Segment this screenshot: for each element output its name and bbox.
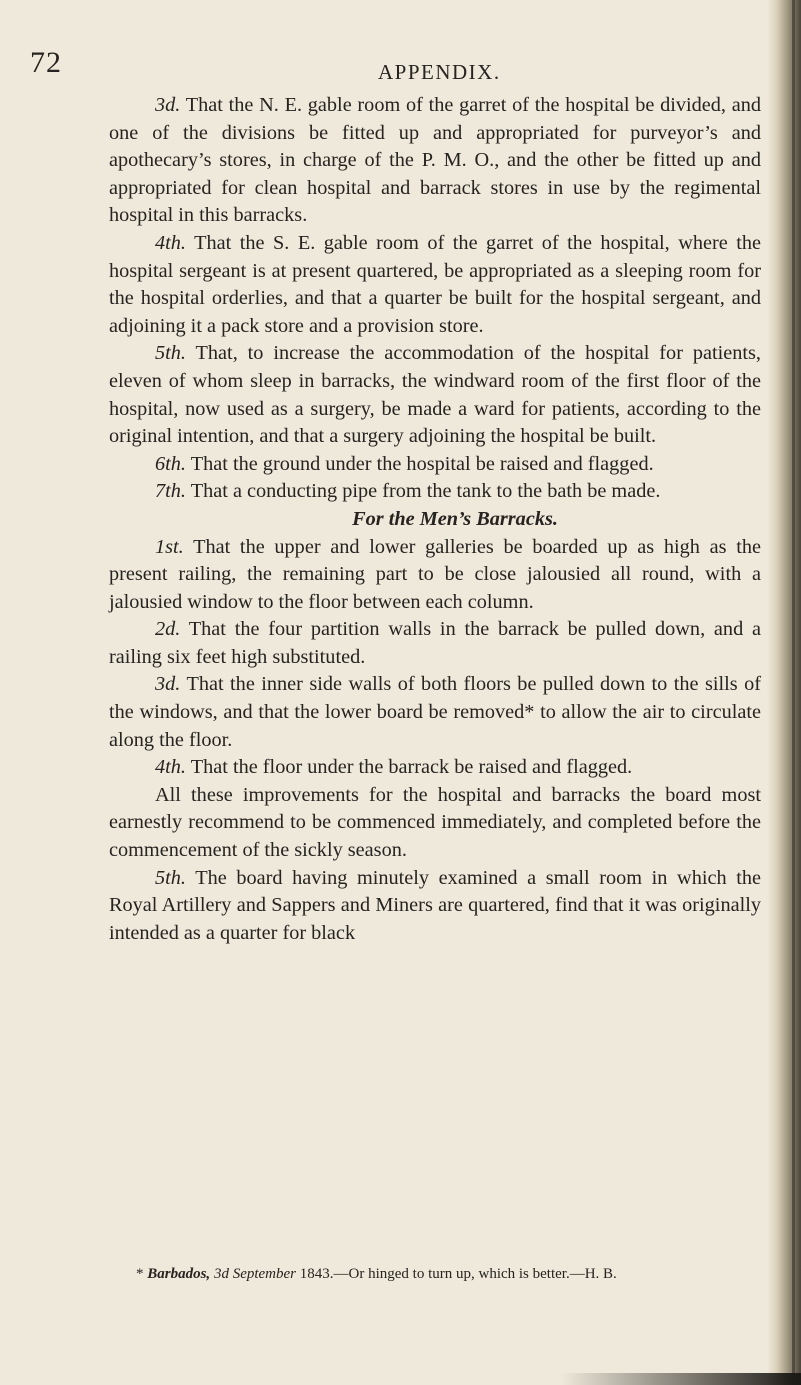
page-number: 72	[30, 46, 62, 79]
paragraph-hospital-7th: 7th. That a conducting pipe from the tank to the bath be made.	[155, 480, 661, 503]
footnote-date: 3d September	[213, 1266, 296, 1282]
text-body	[109, 92, 761, 947]
footnote-marker: *	[136, 1266, 144, 1282]
running-head: APPENDIX.	[378, 60, 501, 84]
paragraph-royal-artillery-5th: 5th. The board having minutely examined a small room in which the Royal Artillery and Sappers and Miners are quartered, find that it was originally intended as a quarter for black	[109, 866, 761, 944]
paragraph-barracks-4th: 4th. That the floor under the barrack be raised and flagged.	[155, 756, 633, 779]
section-heading: For the Men’s Barracks.	[352, 507, 558, 530]
paragraph-barracks-1st: 1st. That the upper and lower galleries be boarded up as high as the present railing, the remaining part to be close jalousied all round, with a jalousied window to the floor between each column.	[109, 535, 761, 613]
paragraph-hospital-3d: 3d. That the N. E. gable room of the garret of the hospital be divided, and one of the divisions be fitted up and appropriated for purveyor’s and apothecary’s stores, in charge of the P. M. O., and the other be fitted up and appropriated for clean hospital and barrack stores in use by the regimental hospital in this barracks.	[109, 94, 761, 227]
footnote-place: Barbados,	[147, 1266, 211, 1282]
footnote	[136, 1264, 776, 1284]
paragraph-hospital-6th: 6th. That the ground under the hospital be raised and flagged.	[155, 452, 654, 475]
page-header	[30, 46, 590, 88]
footnote-text: 1843.—Or hinged to turn up, which is better.—H. B.	[299, 1266, 617, 1282]
paragraph-hospital-4th: 4th. That the S. E. gable room of the garret of the hospital, where the hospital sergeant is at present quartered, be appropriated as a sleeping room for the hospital orderlies, and that a quarter be built for the hospital sergeant, and adjoining it a pack store and a provision store.	[109, 231, 761, 337]
bottom-edge-shadow	[561, 1373, 801, 1385]
paragraph-hospital-5th: 5th. That, to increase the accommodation of the hospital for patients, eleven of whom sleep in barracks, the windward room of the first floor of the hospital, now used as a surgery, be made a ward for patients, according to the original intention, and that a surgery adjoining the hospital be built.	[109, 342, 761, 448]
binding-edge-shadow	[792, 0, 795, 1385]
paragraph-recommendation: All these improvements for the hospital and barracks the board most earnestly recommend to be commenced immediately, and completed before the commencement of the sickly season.	[109, 783, 761, 862]
paragraph-barracks-2d: 2d. That the four partition walls in the barrack be pulled down, and a railing six feet high substituted.	[109, 618, 761, 668]
binding-edge	[767, 0, 801, 1385]
paragraph-barracks-3d: 3d. That the inner side walls of both floors be pulled down to the sills of the windows, and that the lower board be removed* to allow the air to circulate along the floor.	[109, 673, 761, 751]
